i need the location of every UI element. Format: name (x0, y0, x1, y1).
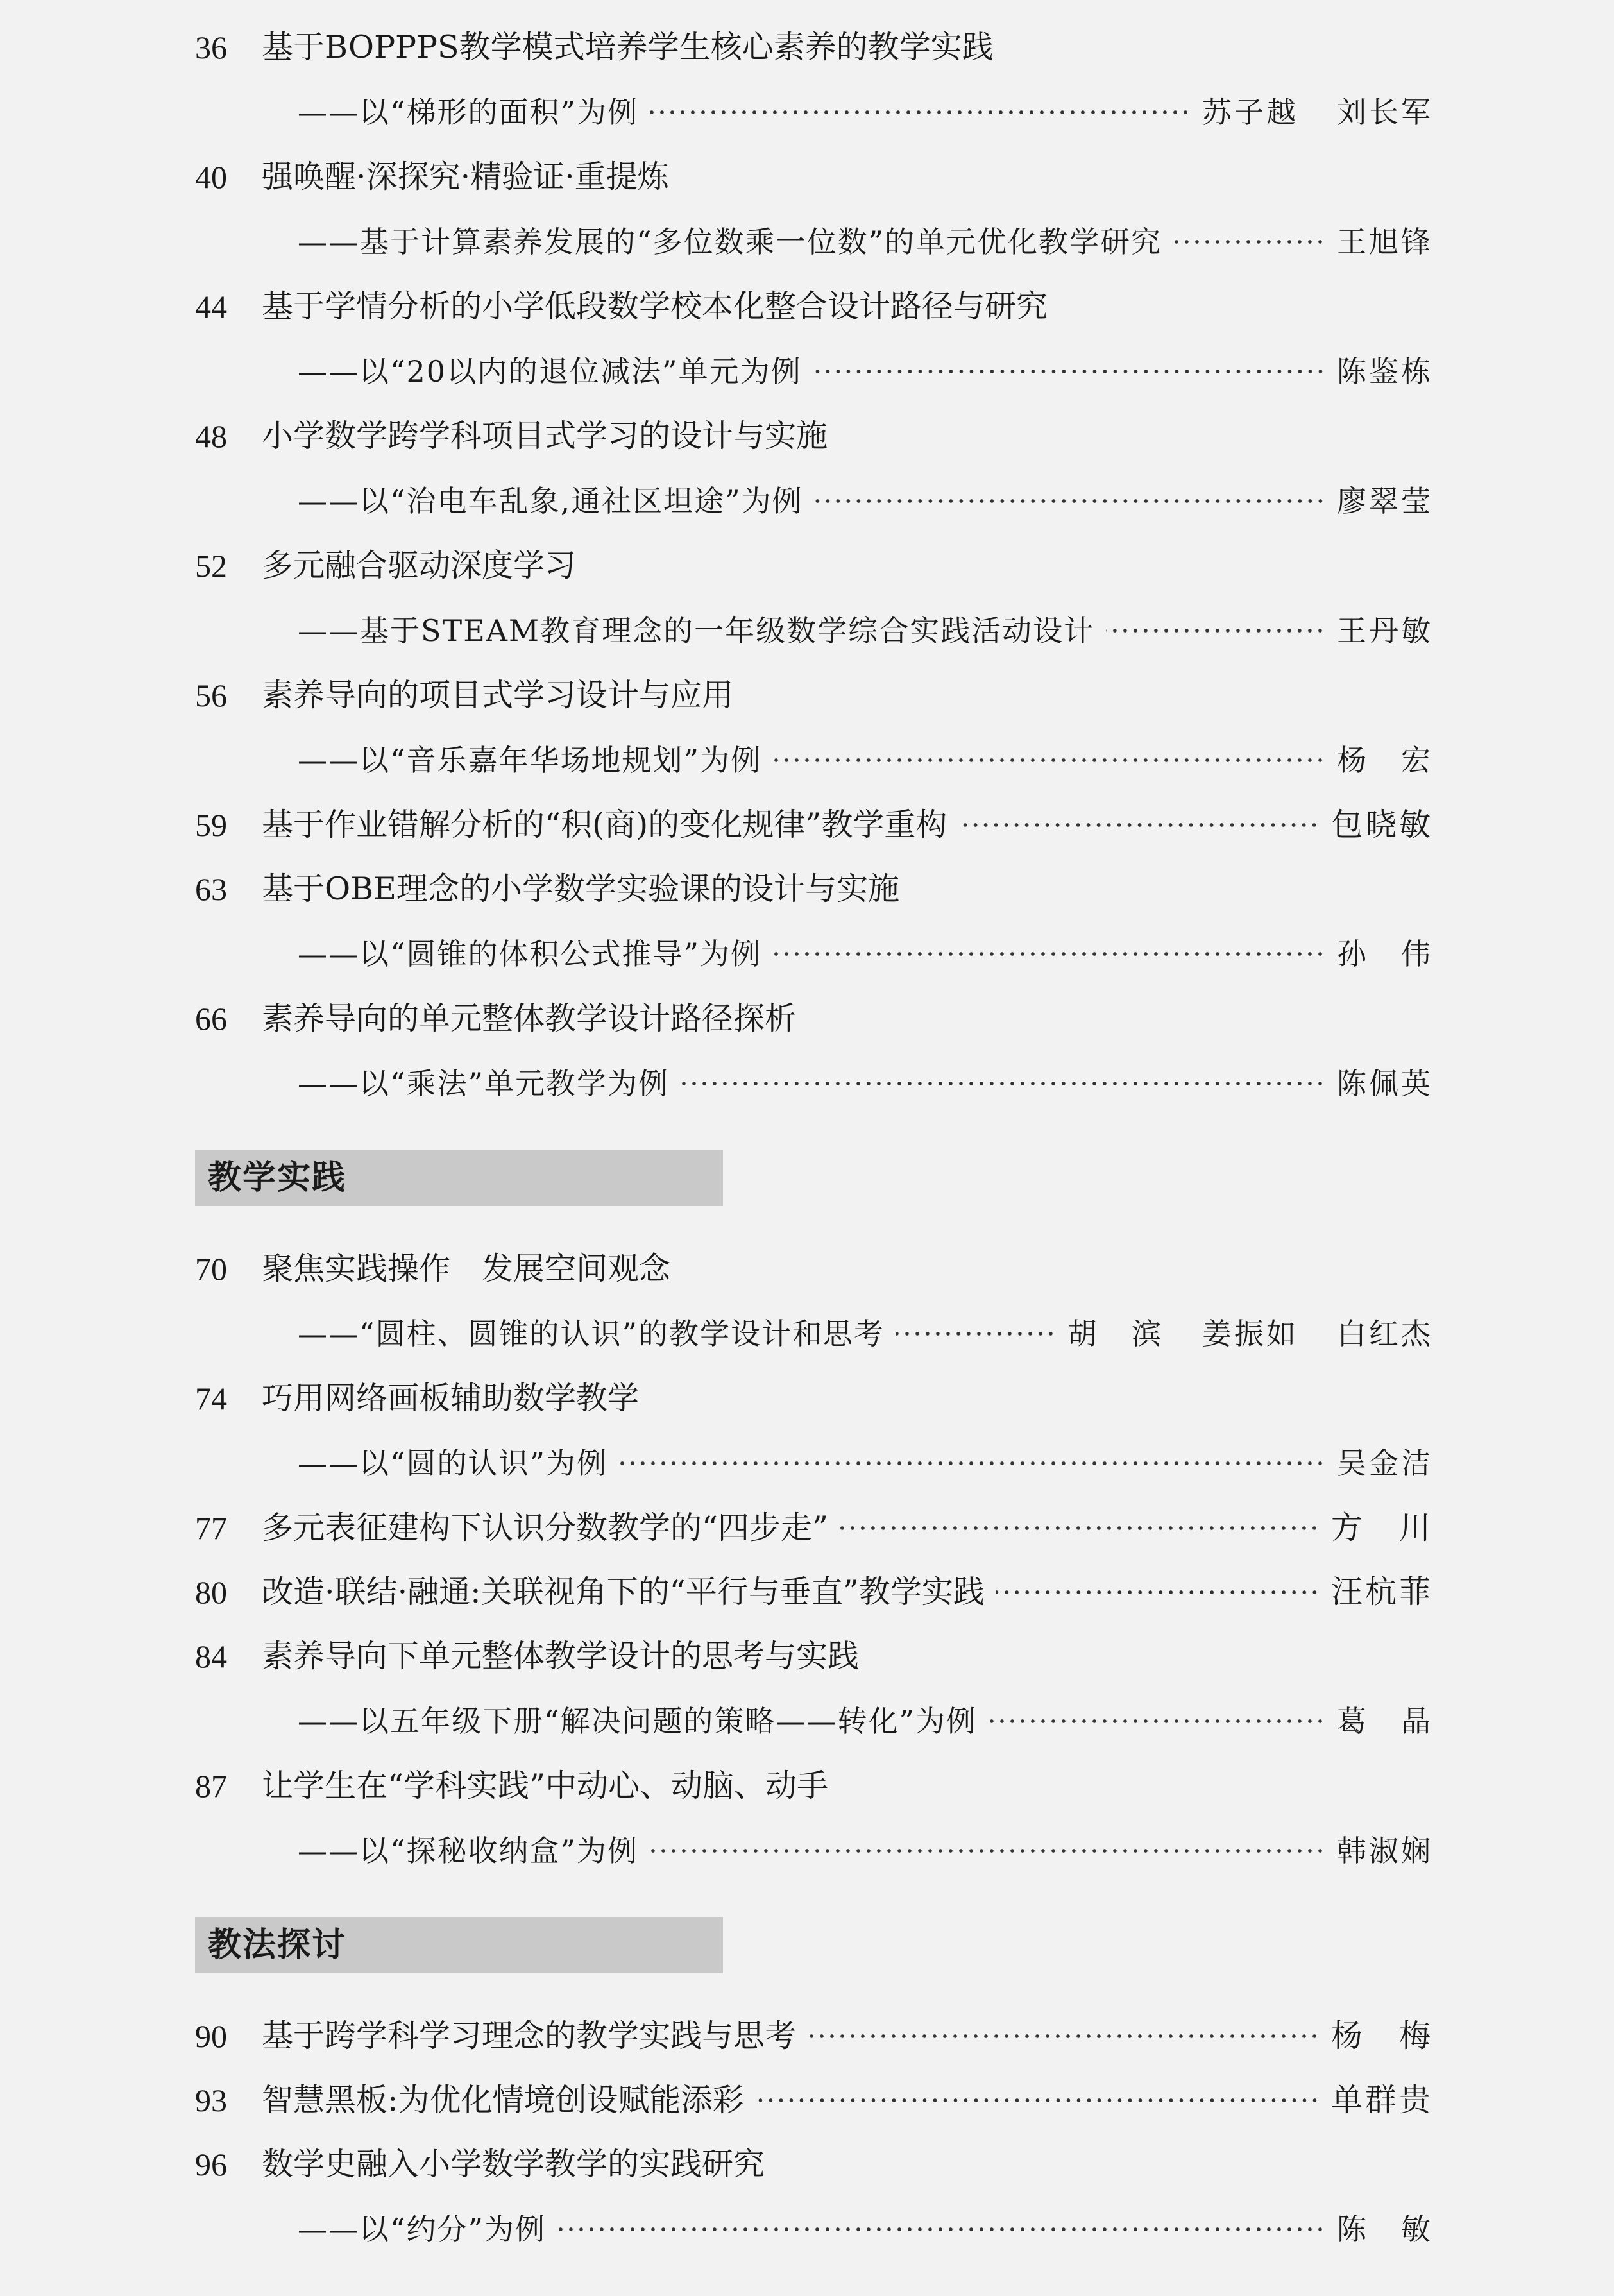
author-name: 王旭锋 (1337, 225, 1433, 259)
toc-entry[interactable] (195, 275, 1433, 339)
article-title: 基于跨学科学习理念的教学实践与思考 (262, 2018, 797, 2054)
author-name: 刘长军 (1337, 95, 1433, 130)
dot-leader (650, 110, 1191, 115)
dot-leader (1173, 239, 1325, 244)
dot-leader (989, 1719, 1325, 1724)
article-title: 智慧黑板:为优化情境创设赋能添彩 (262, 2082, 744, 2118)
toc-subtitle-row (195, 339, 1433, 404)
author-list (1337, 598, 1433, 663)
author-name: 杨 宏 (1337, 743, 1433, 778)
article-title: 让学生在“学科实践”中动心、动脑、动手 (262, 1767, 829, 1804)
dot-leader (1106, 628, 1325, 633)
page-number: 66 (195, 1001, 227, 1037)
dot-leader (808, 2034, 1320, 2039)
author-list (1067, 1301, 1433, 1366)
article-title: 基于OBE理念的小学数学实验课的设计与实施 (262, 871, 899, 907)
dot-leader (773, 758, 1325, 763)
article-subtitle: ——以五年级下册“解决问题的策略——转化”为例 (298, 1704, 978, 1739)
author-list (1337, 1051, 1433, 1116)
author-name: 廖翠莹 (1337, 484, 1433, 518)
article-subtitle: ——以“圆锥的体积公式推导”为例 (298, 937, 762, 971)
toc-entry[interactable] (195, 534, 1433, 598)
page-number: 52 (195, 548, 227, 584)
author-list (1337, 468, 1433, 534)
page-number: 84 (195, 1638, 227, 1674)
author-name: 吴金洁 (1337, 1446, 1433, 1481)
author-name: 姜振如 (1202, 1316, 1298, 1351)
article-title: 基于作业错解分析的“积(商)的变化规律”教学重构 (262, 806, 947, 843)
article-title: 小学数学跨学科项目式学习的设计与实施 (262, 418, 828, 454)
dot-leader (815, 498, 1325, 504)
page-number: 93 (195, 2082, 227, 2118)
article-subtitle: ——以“音乐嘉年华场地规划”为例 (298, 743, 762, 778)
dot-leader (756, 2098, 1320, 2103)
author-list (1337, 727, 1433, 793)
toc-entry[interactable] (195, 857, 1433, 921)
author-name: 韩淑娴 (1337, 1833, 1433, 1868)
article-title: 改造·联结·融通:关联视角下的“平行与垂直”教学实践 (262, 1574, 985, 1610)
table-of-contents (195, 15, 1433, 2262)
article-title: 多元表征建构下认识分数教学的“四步走” (262, 1509, 829, 1546)
toc-entry[interactable] (195, 2068, 1433, 2132)
page-number: 90 (195, 2018, 227, 2054)
toc-group-3 (195, 2004, 1433, 2262)
author-name: 陈鉴栋 (1337, 354, 1433, 389)
author-name: 汪杭菲 (1330, 1574, 1433, 1610)
toc-entry[interactable] (195, 404, 1433, 468)
toc-entry[interactable] (195, 1754, 1433, 1818)
toc-subtitle-row (195, 2197, 1433, 2262)
page-number: 96 (195, 2147, 227, 2182)
dot-leader (773, 951, 1325, 957)
article-title: 素养导向的单元整体教学设计路径探析 (262, 1000, 797, 1037)
author-list (1337, 209, 1433, 275)
author-list (1337, 2197, 1433, 2262)
page-number: 74 (195, 1381, 227, 1416)
page-number: 77 (195, 1510, 227, 1546)
author-list (1331, 1496, 1433, 1560)
article-title: 素养导向下单元整体教学设计的思考与实践 (262, 1638, 860, 1674)
article-title: 多元融合驱动深度学习 (262, 547, 577, 584)
toc-subtitle-row (195, 1301, 1433, 1366)
toc-subtitle-row (195, 1431, 1433, 1496)
author-name: 白红杰 (1337, 1316, 1433, 1351)
toc-subtitle-row (195, 1051, 1433, 1116)
article-subtitle: ——“圆柱、圆锥的认识”的教学设计和思考 (298, 1316, 885, 1351)
page-number: 48 (195, 418, 227, 454)
author-list (1331, 1560, 1433, 1624)
page-number: 44 (195, 289, 227, 325)
dot-leader (996, 1590, 1320, 1595)
section-heading-teaching-methods (195, 1917, 723, 1973)
author-name: 王丹敏 (1337, 613, 1433, 648)
dot-leader (958, 822, 1320, 828)
page-number: 80 (195, 1574, 227, 1610)
author-name: 单群贵 (1330, 2082, 1433, 2118)
author-list (1331, 793, 1433, 857)
author-list (1337, 1431, 1433, 1496)
toc-entry[interactable] (195, 663, 1433, 727)
article-title: 巧用网络画板辅助数学教学 (262, 1380, 640, 1416)
author-name: 陈佩英 (1337, 1066, 1433, 1101)
author-list (1331, 2004, 1433, 2068)
article-subtitle: ——以“探秘收纳盒”为例 (298, 1833, 639, 1868)
toc-entry[interactable] (195, 1366, 1433, 1431)
dot-leader (650, 1848, 1325, 1853)
toc-group-1 (195, 15, 1433, 1116)
toc-subtitle-row (195, 1688, 1433, 1754)
toc-entry[interactable] (195, 1237, 1433, 1301)
toc-subtitle-row (195, 598, 1433, 663)
page-number: 56 (195, 677, 227, 713)
author-list (1331, 2068, 1433, 2132)
page-number: 40 (195, 159, 227, 195)
toc-subtitle-row (195, 468, 1433, 534)
article-title: 强唤醒·深探究·精验证·重提炼 (262, 158, 669, 195)
toc-entry[interactable] (195, 1624, 1433, 1688)
author-name: 包晓敏 (1330, 806, 1433, 843)
toc-subtitle-row (195, 727, 1433, 793)
article-subtitle: ——基于计算素养发展的“多位数乘一位数”的单元优化教学研究 (298, 225, 1162, 259)
section-title: 教学实践 (208, 1159, 347, 1197)
dot-leader (896, 1331, 1056, 1336)
toc-subtitle-row (195, 80, 1433, 145)
dot-leader (557, 2227, 1325, 2232)
toc-group-2 (195, 1237, 1433, 1884)
toc-entry[interactable] (195, 15, 1433, 80)
article-subtitle: ——基于STEAM教育理念的一年级数学综合实践活动设计 (298, 613, 1095, 648)
author-list (1337, 1688, 1433, 1754)
author-name: 杨 梅 (1330, 2018, 1433, 2054)
article-subtitle: ——以“约分”为例 (298, 2212, 547, 2247)
page-number: 70 (195, 1251, 227, 1287)
article-title: 数学史融入小学数学教学的实践研究 (262, 2146, 765, 2182)
article-subtitle: ——以“乘法”单元教学为例 (298, 1066, 670, 1101)
article-subtitle: ——以“梯形的面积”为例 (298, 95, 639, 130)
dot-leader (681, 1081, 1325, 1086)
toc-entry[interactable] (195, 1496, 1433, 1560)
page-number: 36 (195, 30, 227, 65)
dot-leader (619, 1461, 1325, 1466)
article-title: 素养导向的项目式学习设计与应用 (262, 677, 734, 713)
toc-entry[interactable] (195, 1560, 1433, 1624)
dot-leader (840, 1526, 1320, 1531)
article-subtitle: ——以“治电车乱象,通社区坦途”为例 (298, 484, 803, 518)
article-subtitle: ——以“圆的认识”为例 (298, 1446, 608, 1481)
article-title: 基于学情分析的小学低段数学校本化整合设计路径与研究 (262, 288, 1048, 325)
page-number: 63 (195, 871, 227, 907)
toc-entry[interactable] (195, 2004, 1433, 2068)
page-number: 87 (195, 1768, 227, 1804)
author-name: 葛 晶 (1337, 1704, 1433, 1739)
author-name: 胡 滨 (1067, 1316, 1164, 1351)
toc-entry[interactable] (195, 987, 1433, 1051)
section-title: 教法探讨 (208, 1926, 347, 1964)
author-name: 陈 敏 (1337, 2212, 1433, 2247)
toc-entry[interactable] (195, 2132, 1433, 2197)
article-title: 基于BOPPPS教学模式培养学生核心素养的教学实践 (262, 29, 994, 65)
author-list (1337, 921, 1433, 987)
toc-entry[interactable] (195, 793, 1433, 857)
article-subtitle: ——以“20以内的退位减法”单元为例 (298, 354, 802, 389)
toc-subtitle-row (195, 209, 1433, 275)
author-name: 孙 伟 (1337, 937, 1433, 971)
dot-leader (813, 369, 1325, 374)
author-list (1202, 80, 1433, 145)
author-list (1337, 1818, 1433, 1884)
toc-subtitle-row (195, 921, 1433, 987)
page-number: 59 (195, 807, 227, 843)
section-heading-teaching-practice (195, 1150, 723, 1206)
article-title: 聚焦实践操作 发展空间观念 (262, 1250, 671, 1287)
author-name: 苏子越 (1202, 95, 1298, 130)
toc-subtitle-row (195, 1818, 1433, 1884)
author-name: 方 川 (1330, 1509, 1433, 1546)
toc-entry[interactable] (195, 145, 1433, 209)
author-list (1337, 339, 1433, 404)
